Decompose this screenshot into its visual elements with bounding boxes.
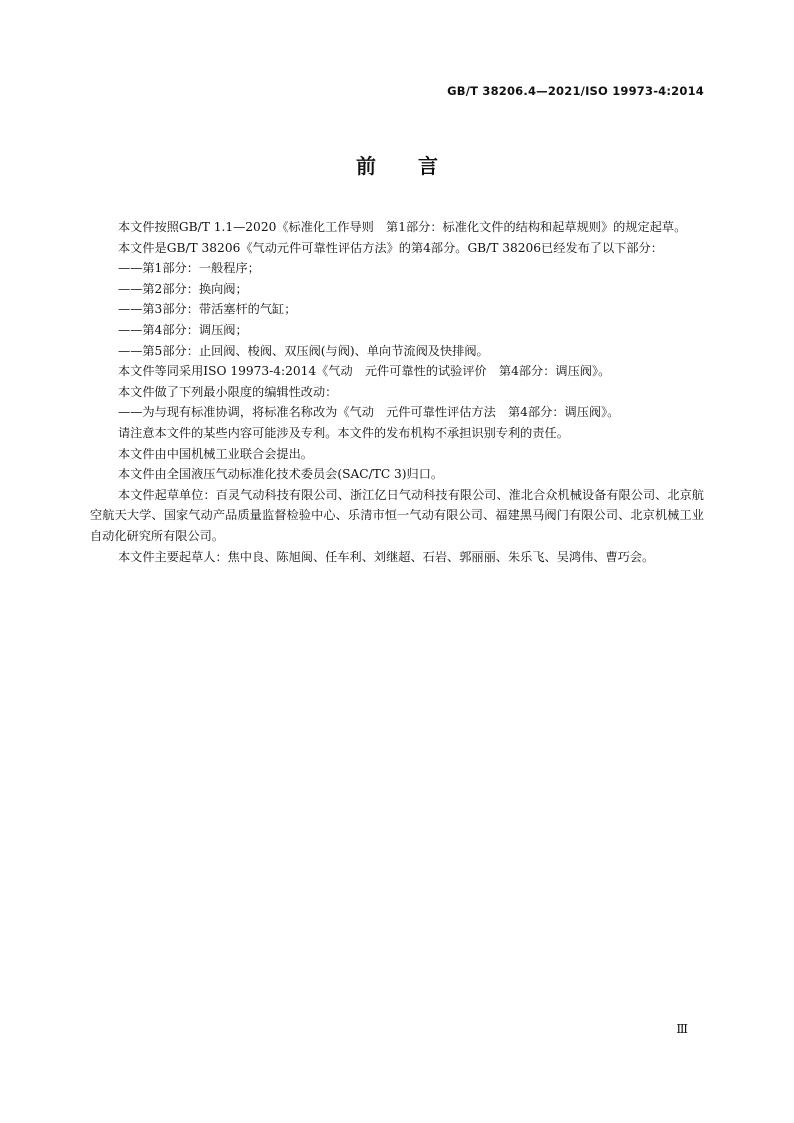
paragraph-proposer: 本文件由中国机械工业联合会提出。 — [118, 446, 313, 461]
paragraph-drafting-rules: 本文件按照GB/T 1.1—2020《标准化工作导则 第1部分：标准化文件的结构和起草规则》的规定起草。 — [118, 220, 687, 234]
document-code-header: GB/T 38206.4—2021/ISO 19973-4:2014 — [447, 84, 704, 98]
list-item-part-5: ——第5部分：止回阀、梭阀、双压阀(与阀)、单向节流阀及快排阀。 — [118, 343, 489, 358]
paragraph-drafters: 本文件主要起草人：焦中良、陈旭闽、任车利、刘继超、石岩、郭丽丽、朱乐飞、吴鸿伟、曹巧会。 — [118, 549, 655, 564]
paragraph-committee: 本文件由全国液压气动标准化技术委员会(SAC/TC 3)归口。 — [118, 467, 444, 482]
list-item-part-1: ——第1部分：一般程序； — [118, 261, 260, 276]
paragraph-patent-notice: 请注意本文件的某些内容可能涉及专利。本文件的发布机构不承担识别专利的责任。 — [118, 425, 569, 440]
foreword-body — [90, 217, 704, 567]
paragraph-editorial-changes: 本文件做了下列最小限度的编辑性改动： — [118, 384, 338, 399]
paragraph-drafting-units: 本文件起草单位：百灵气动科技有限公司、浙江亿日气动科技有限公司、淮北合众机械设备有限公司、北京航空航天大学、国家气动产品质量监督检验中心、乐清市恒一气动有限公司、福建黑马阀门有限公司、北京机械工业自动化研究所有限公司。 — [90, 487, 704, 543]
paragraph-series-intro: 本文件是GB/T 38206《气动元件可靠性评估方法》的第4部分。GB/T 38206已经发布了以下部分： — [118, 240, 663, 255]
list-item-part-4: ——第4部分：调压阀； — [118, 322, 248, 337]
list-item-part-3: ——第3部分：带活塞杆的气缸； — [118, 302, 297, 317]
list-item-title-change: ——为与现有标准协调，将标准名称改为《气动 元件可靠性评估方法 第4部分：调压阀》。 — [118, 405, 620, 420]
list-item-part-2: ——第2部分：换向阀； — [118, 281, 248, 296]
paragraph-iso-adoption: 本文件等同采用ISO 19973-4:2014《气动 元件可靠性的试验评价 第4部分：调压阀》。 — [118, 364, 611, 379]
page-number: Ⅲ — [676, 1022, 688, 1036]
page-title: 前言 — [356, 154, 480, 178]
